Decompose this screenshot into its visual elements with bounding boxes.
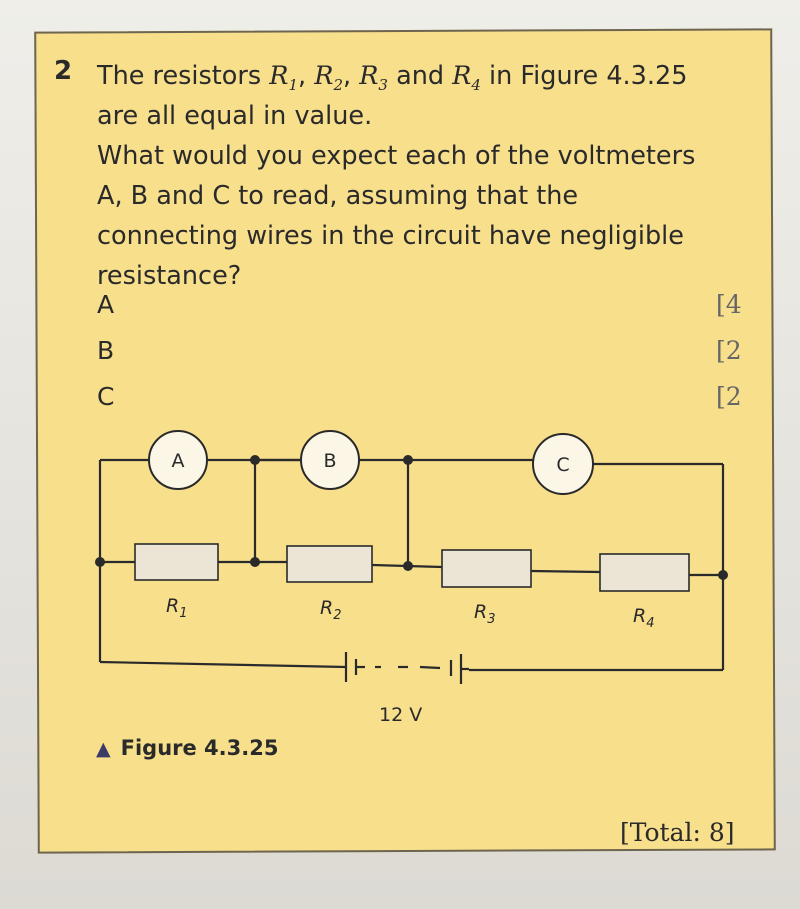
- battery-voltage-label: 12 V: [379, 704, 423, 726]
- resistor-r1: [135, 544, 218, 580]
- question-line-1: The resistors $R_1$, $R_2$, $R_3$ and $R_4$ in Figure 4.3.25: [97, 61, 688, 95]
- wire: [531, 571, 600, 572]
- resistor-symbol: $R_4$: [452, 61, 481, 95]
- voltmeter-c: [533, 434, 593, 494]
- part-c-marks: [2: [716, 382, 742, 411]
- question-number: 2: [54, 56, 73, 86]
- junction-dot: [403, 561, 413, 571]
- resistor-r3-label: $R_3$: [474, 601, 496, 627]
- part-a-label: A: [97, 290, 115, 319]
- resistor-r3: [442, 550, 531, 587]
- junction-dot: [250, 557, 260, 567]
- resistor-r4-label: $R_4$: [633, 605, 655, 631]
- resistor-symbol: $R_3$: [359, 61, 388, 95]
- wire: [100, 662, 346, 667]
- resistor-r2-label: $R_2$: [320, 597, 342, 623]
- question-line-3: What would you expect each of the voltmeters: [97, 141, 696, 171]
- circuit-diagram: [80, 430, 760, 730]
- resistor-r4: [600, 554, 689, 591]
- figure-caption: ▲ Figure 4.3.25: [96, 736, 279, 760]
- resistor-r1-label: $R_1$: [166, 595, 188, 621]
- question-line-6: resistance?: [97, 261, 242, 291]
- voltmeter-b-label: B: [323, 450, 337, 472]
- triangle-icon: ▲: [96, 738, 111, 760]
- part-c-label: C: [97, 382, 115, 411]
- part-b-marks: [2: [716, 336, 742, 365]
- voltmeter-a-label: A: [171, 450, 185, 472]
- junction-dot: [95, 557, 105, 567]
- voltmeter-b: [301, 431, 359, 489]
- voltmeter-a: [149, 431, 207, 489]
- resistor-r2: [287, 546, 372, 582]
- battery-symbol: [346, 652, 469, 684]
- question-line-5: connecting wires in the circuit have negligible: [97, 221, 684, 251]
- question-line-2: are all equal in value.: [97, 101, 373, 131]
- question-text: [97, 56, 757, 296]
- voltmeter-c-label: C: [556, 454, 570, 476]
- question-line-4: A, B and C to read, assuming that the: [97, 181, 579, 211]
- part-a-marks: [4: [716, 290, 742, 319]
- part-b-label: B: [97, 336, 115, 365]
- resistor-symbol: $R_1$: [269, 61, 299, 95]
- junction-dot: [250, 455, 260, 465]
- resistor-symbol: $R_2$: [314, 61, 343, 95]
- junction-dot: [403, 455, 413, 465]
- total-marks: [Total: 8]: [620, 818, 735, 847]
- junction-dot: [718, 570, 728, 580]
